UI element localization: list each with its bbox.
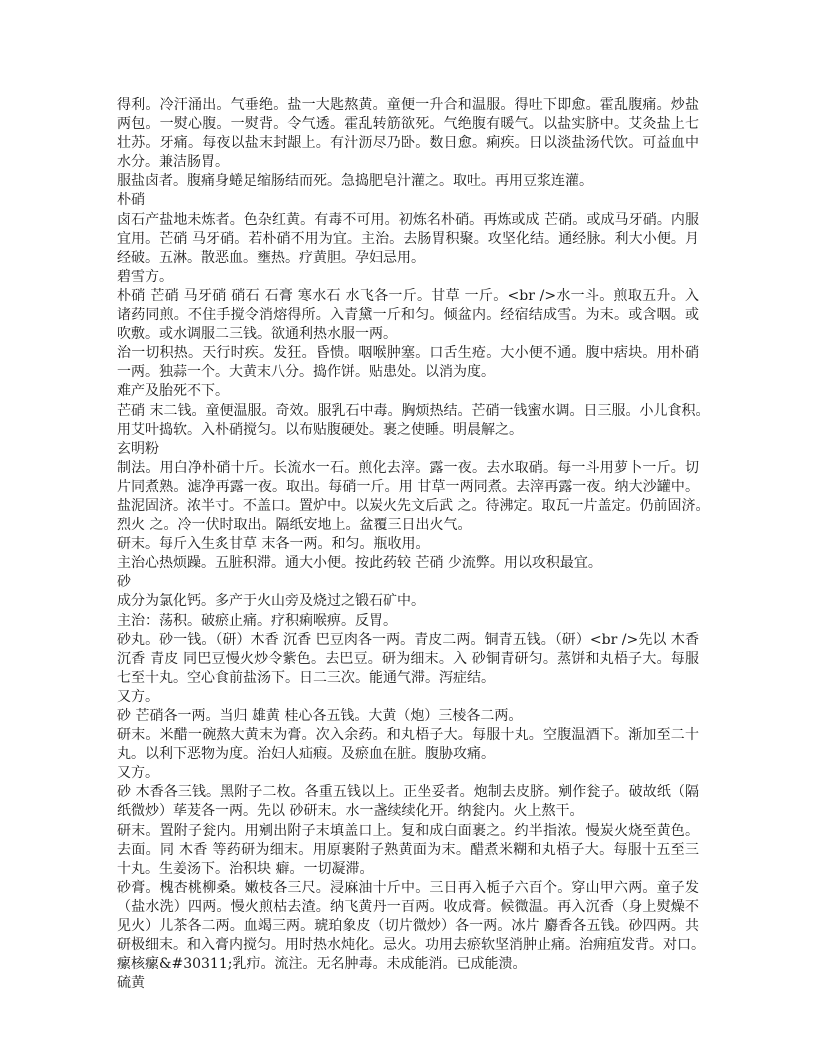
text-line: 纸微炒）荜茇各一两。先以 砂研末。水一盏续续化开。纳瓮内。火上熬干。	[117, 803, 584, 820]
text-line: 砂 木香各三钱。黑附子二枚。各重五钱以上。正坐妥者。炮制去皮脐。剜作瓮子。破故纸（隔	[117, 784, 699, 801]
text-line: 水分。兼洁肠胃。	[117, 154, 229, 171]
text-line: 见火）儿茶各二两。血竭三两。琥珀象皮（切片微炒）各一两。冰片 麝香各五钱。砂四两。共	[117, 918, 699, 935]
text-line: 片同煮熟。滤净再露一夜。取出。每硝一斤。用 甘草一两同煮。去滓再露一夜。纳大沙罐中。	[117, 478, 699, 495]
text-line: 主治心热烦躁。五脏积滞。通大小便。按此药较 芒硝 少流弊。用以攻积最宜。	[117, 555, 602, 572]
text-line: 主治：荡积。破瘀止痛。疗积痢喉痹。反胃。	[117, 612, 397, 629]
text-line: 十丸。生姜汤下。治积块 癖。一切凝滞。	[117, 860, 374, 877]
text-line: 砂丸。砂一钱。（研）木香 沉香 巴豆肉各一两。青皮二两。铜青五钱。（研）<br />先以 木香	[117, 631, 699, 648]
text-line: 研末。米醋一碗熬大黄末为膏。次入余药。和丸梧子大。每服十丸。空腹温酒下。渐加至二十	[117, 727, 699, 744]
text-line: 研极细末。和入膏内搅匀。用时热水炖化。忌火。功用去瘀软坚消肿止痛。治痈疽发背。对口。	[117, 937, 705, 954]
text-line: 去面。同 木香 等药研为细末。用原裹附子熟黄面为末。醋煮米糊和丸梧子大。每服十五至三	[117, 841, 699, 858]
text-line: 治一切积热。天行时疾。发狂。昏愦。咽喉肿塞。口舌生疮。大小便不通。腹中痞块。用朴硝	[117, 345, 699, 362]
text-line: 芒硝 末二钱。童便温服。奇效。服乳石中毒。胸烦热结。芒硝一钱蜜水调。日三服。小儿食积。	[117, 402, 710, 419]
text-line: 朴硝	[117, 192, 145, 209]
text-line: 硫黄	[117, 975, 145, 992]
document-page	[117, 96, 710, 993]
text-line: 又方。	[117, 765, 159, 782]
text-line: 瘰核瘰&#30311;乳疖。流注。无名肿毒。未成能消。已成能溃。	[117, 956, 527, 973]
text-line: 吹敷。或水调服二三钱。欲通利热水服一两。	[117, 326, 397, 343]
text-line: 制法。用白净朴硝十斤。长流水一石。煎化去滓。露一夜。去水取硝。每一斗用萝卜一斤。切	[117, 459, 699, 476]
text-line: 得利。冷汗涌出。气垂绝。盐一大匙熬黄。童便一升合和温服。得吐下即愈。霍乱腹痛。炒盐	[117, 97, 699, 113]
text-line: 诸药同煎。不住手搅令消熔得所。入青黛一斤和匀。倾盆内。经宿结成雪。为末。或含咽。或	[117, 307, 699, 324]
text-line: 七至十丸。空心食前盐汤下。日二三次。能通气滞。泻症结。	[117, 669, 495, 686]
text-line: 盐泥固济。浓半寸。不盖口。置炉中。以炭火先文后武 之。待沸定。取瓦一片盖定。仍前固济。	[117, 497, 710, 514]
text-line: 壮苏。牙痛。每夜以盐末封龈上。有汁沥尽乃卧。数日愈。痢疾。日以淡盐汤代饮。可益血中	[117, 135, 699, 152]
text-line: 一两。独蒜一个。大黄末八分。捣作饼。贴患处。以消为度。	[117, 364, 495, 381]
text-line: 丸。以利下恶物为度。治妇人疝瘕。及瘀血在脏。腹胁攻痛。	[117, 746, 495, 763]
text-line: 成分为氯化钙。多产于火山旁及烧过之锻石矿中。	[117, 593, 425, 610]
text-line: 宜用。芒硝 马牙硝。若朴硝不用为宜。主治。去肠胃积聚。攻坚化结。通经脉。利大小便。月	[117, 230, 699, 247]
text-line: 沉香 青皮 同巴豆慢火炒令紫色。去巴豆。研为细末。入 砂铜青研匀。蒸饼和丸梧子大。每服	[117, 650, 699, 667]
text-line: 砂 芒硝各一两。当归 雄黄 桂心各五钱。大黄（炮）三棱各二两。	[117, 708, 523, 724]
text-line: 研末。每斤入生炙甘草 末各一两。和匀。瓶收用。	[117, 536, 430, 553]
text-line: 服盐卤者。腹痛身蜷足缩肠结而死。急捣肥皂汁灌之。取吐。再用豆浆连灌。	[117, 173, 593, 190]
text-line: 砂	[117, 574, 131, 591]
text-line: 研末。置附子瓮内。用剜出附子末填盖口上。复和成白面裹之。约半指浓。慢炭火烧至黄色。	[117, 822, 699, 839]
text-line: 经破。五淋。散恶血。壅热。疗黄胆。孕妇忌用。	[117, 249, 425, 266]
text-line: 烈火 之。冷一伏时取出。隔纸安地上。盆覆三日出火气。	[117, 517, 472, 534]
text-line: 又方。	[117, 688, 159, 705]
text-line: 碧雪方。	[117, 268, 173, 285]
text-line: 卤石产盐地未炼者。色杂红黄。有毒不可用。初炼名朴硝。再炼或成 芒硝。或成马牙硝。内服	[117, 211, 699, 228]
text-line: 难产及胎死不下。	[117, 383, 229, 400]
text-line: （盐水洗）四两。慢火煎枯去渣。纳飞黄丹一百两。收成膏。候微温。再入沉香（身上熨燥不	[117, 898, 699, 915]
text-line: 用艾叶捣软。入朴硝搅匀。以布贴腹硬处。裹之使睡。明晨解之。	[117, 421, 523, 438]
text-line: 两包。一熨心腹。一熨背。令气透。霍乱转筋欲死。气绝腹有暖气。以盐实脐中。艾灸盐上七	[117, 116, 699, 133]
text-line: 砂膏。槐杏桃柳桑。嫩枝各三尺。浸麻油十斤中。三日再入栀子六百个。穿山甲六两。童子发	[117, 879, 699, 896]
text-line: 玄明粉	[117, 440, 159, 457]
text-line: 朴硝 芒硝 马牙硝 硝石 石膏 寒水石 水飞各一斤。甘草 一斤。<br />水一斗。煎取五升。入	[117, 287, 699, 304]
